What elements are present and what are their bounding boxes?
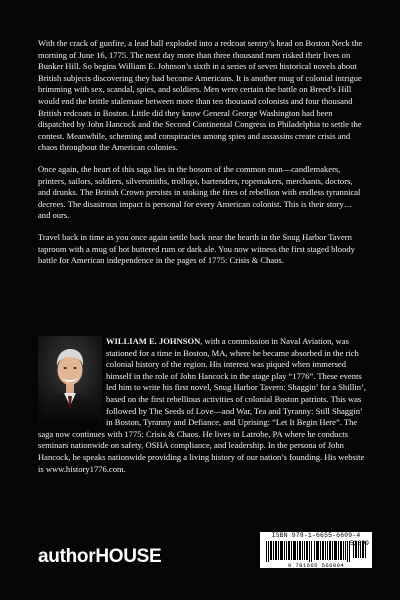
barcode-number: 9 781665 566094 bbox=[287, 562, 345, 569]
isbn-label: ISBN 978-1-6655-6609-4 bbox=[271, 532, 361, 539]
blurb-paragraph-3: Travel back in time as you once again settle back near the hearth in the Snug Harbor Tavern taproom with a mug of hot buttered rum or dark ale. You now witness the first staged bloody battle for American independence in the pages of 1775: Crisis & Chaos. bbox=[38, 231, 355, 266]
blurb-paragraph-2: Once again, the heart of this saga lies in the bosom of the common man—candlemakers, printers, sailors, soldiers, silversmiths, trollops, bartenders, ropemakers, merchants, doctors, and drunks. The British Crown persists in stoking the fires of rebellion with endless tyrannical decrees. The disastrous impact is personal for every American colonist. This is their story…and ours. bbox=[38, 163, 361, 221]
author-bio-text: , with a commission in Naval Aviation, was stationed for a time in Boston, MA, where he became absorbed in the rich colonial history of the region. His interest was piqued when immersed himself in the role of John Hancock in the stage play “1776”. These events led him to write his first novel, Snug Harbor Tavern: Shaggin’ for a Shillin’, based on the first rebellious activities of colonial Boston patriots. This was followed by The Seeds of Love—and War, Tea and Tyranny: Still Shaggin’ in Boston, Tyranny and Defiance, and Uprising: “Let It Begin Here”. The saga now continues with 1775: Crisis & Chaos. He lives in Latrobe, PA where he conducts seminars nationwide on safety, OSHA compliance, and leadership. In the persona of John Hancock, he speaks nationwide providing a living history of our nation’s founding. His website is www.history1776.com. bbox=[38, 336, 366, 474]
book-blurb bbox=[38, 38, 364, 277]
publisher-logo-part2: HOUSE bbox=[95, 546, 162, 567]
price-code: 52899 bbox=[349, 540, 369, 547]
blurb-paragraph-1: With the crack of gunfire, a lead ball exploded into a redcoat sentry’s head on Boston Neck the morning of June 16, 1775. The next day more than three thousand men risked their lives on Bunker Hill. So begins William E. Johnson’s sixth in a series of seven historical novels about British subjects discovering they had become Americans. It is another mug of colonial intrigue brimming with sex, scandal, spies, and soldiers. Men were certain the battle on Breed’s Hill would end the brittle stalemate between more than ten thousand colonists and four thousand British redcoats in Boston. Little did they know General George Washington had been dispatched by John Hancock and the Second Continental Congress in Philadelphia to settle the contest. Meanwhile, scheming and conspiracies among spies and assassins create crisis and chaos throughout the American colonies. bbox=[38, 38, 363, 153]
author-name: WILLIAM E. JOHNSON bbox=[106, 336, 201, 346]
author-bio bbox=[38, 336, 368, 475]
isbn-barcode-box bbox=[260, 532, 372, 568]
publisher-logo-part1: author bbox=[38, 546, 96, 567]
publisher-logo bbox=[38, 546, 161, 568]
